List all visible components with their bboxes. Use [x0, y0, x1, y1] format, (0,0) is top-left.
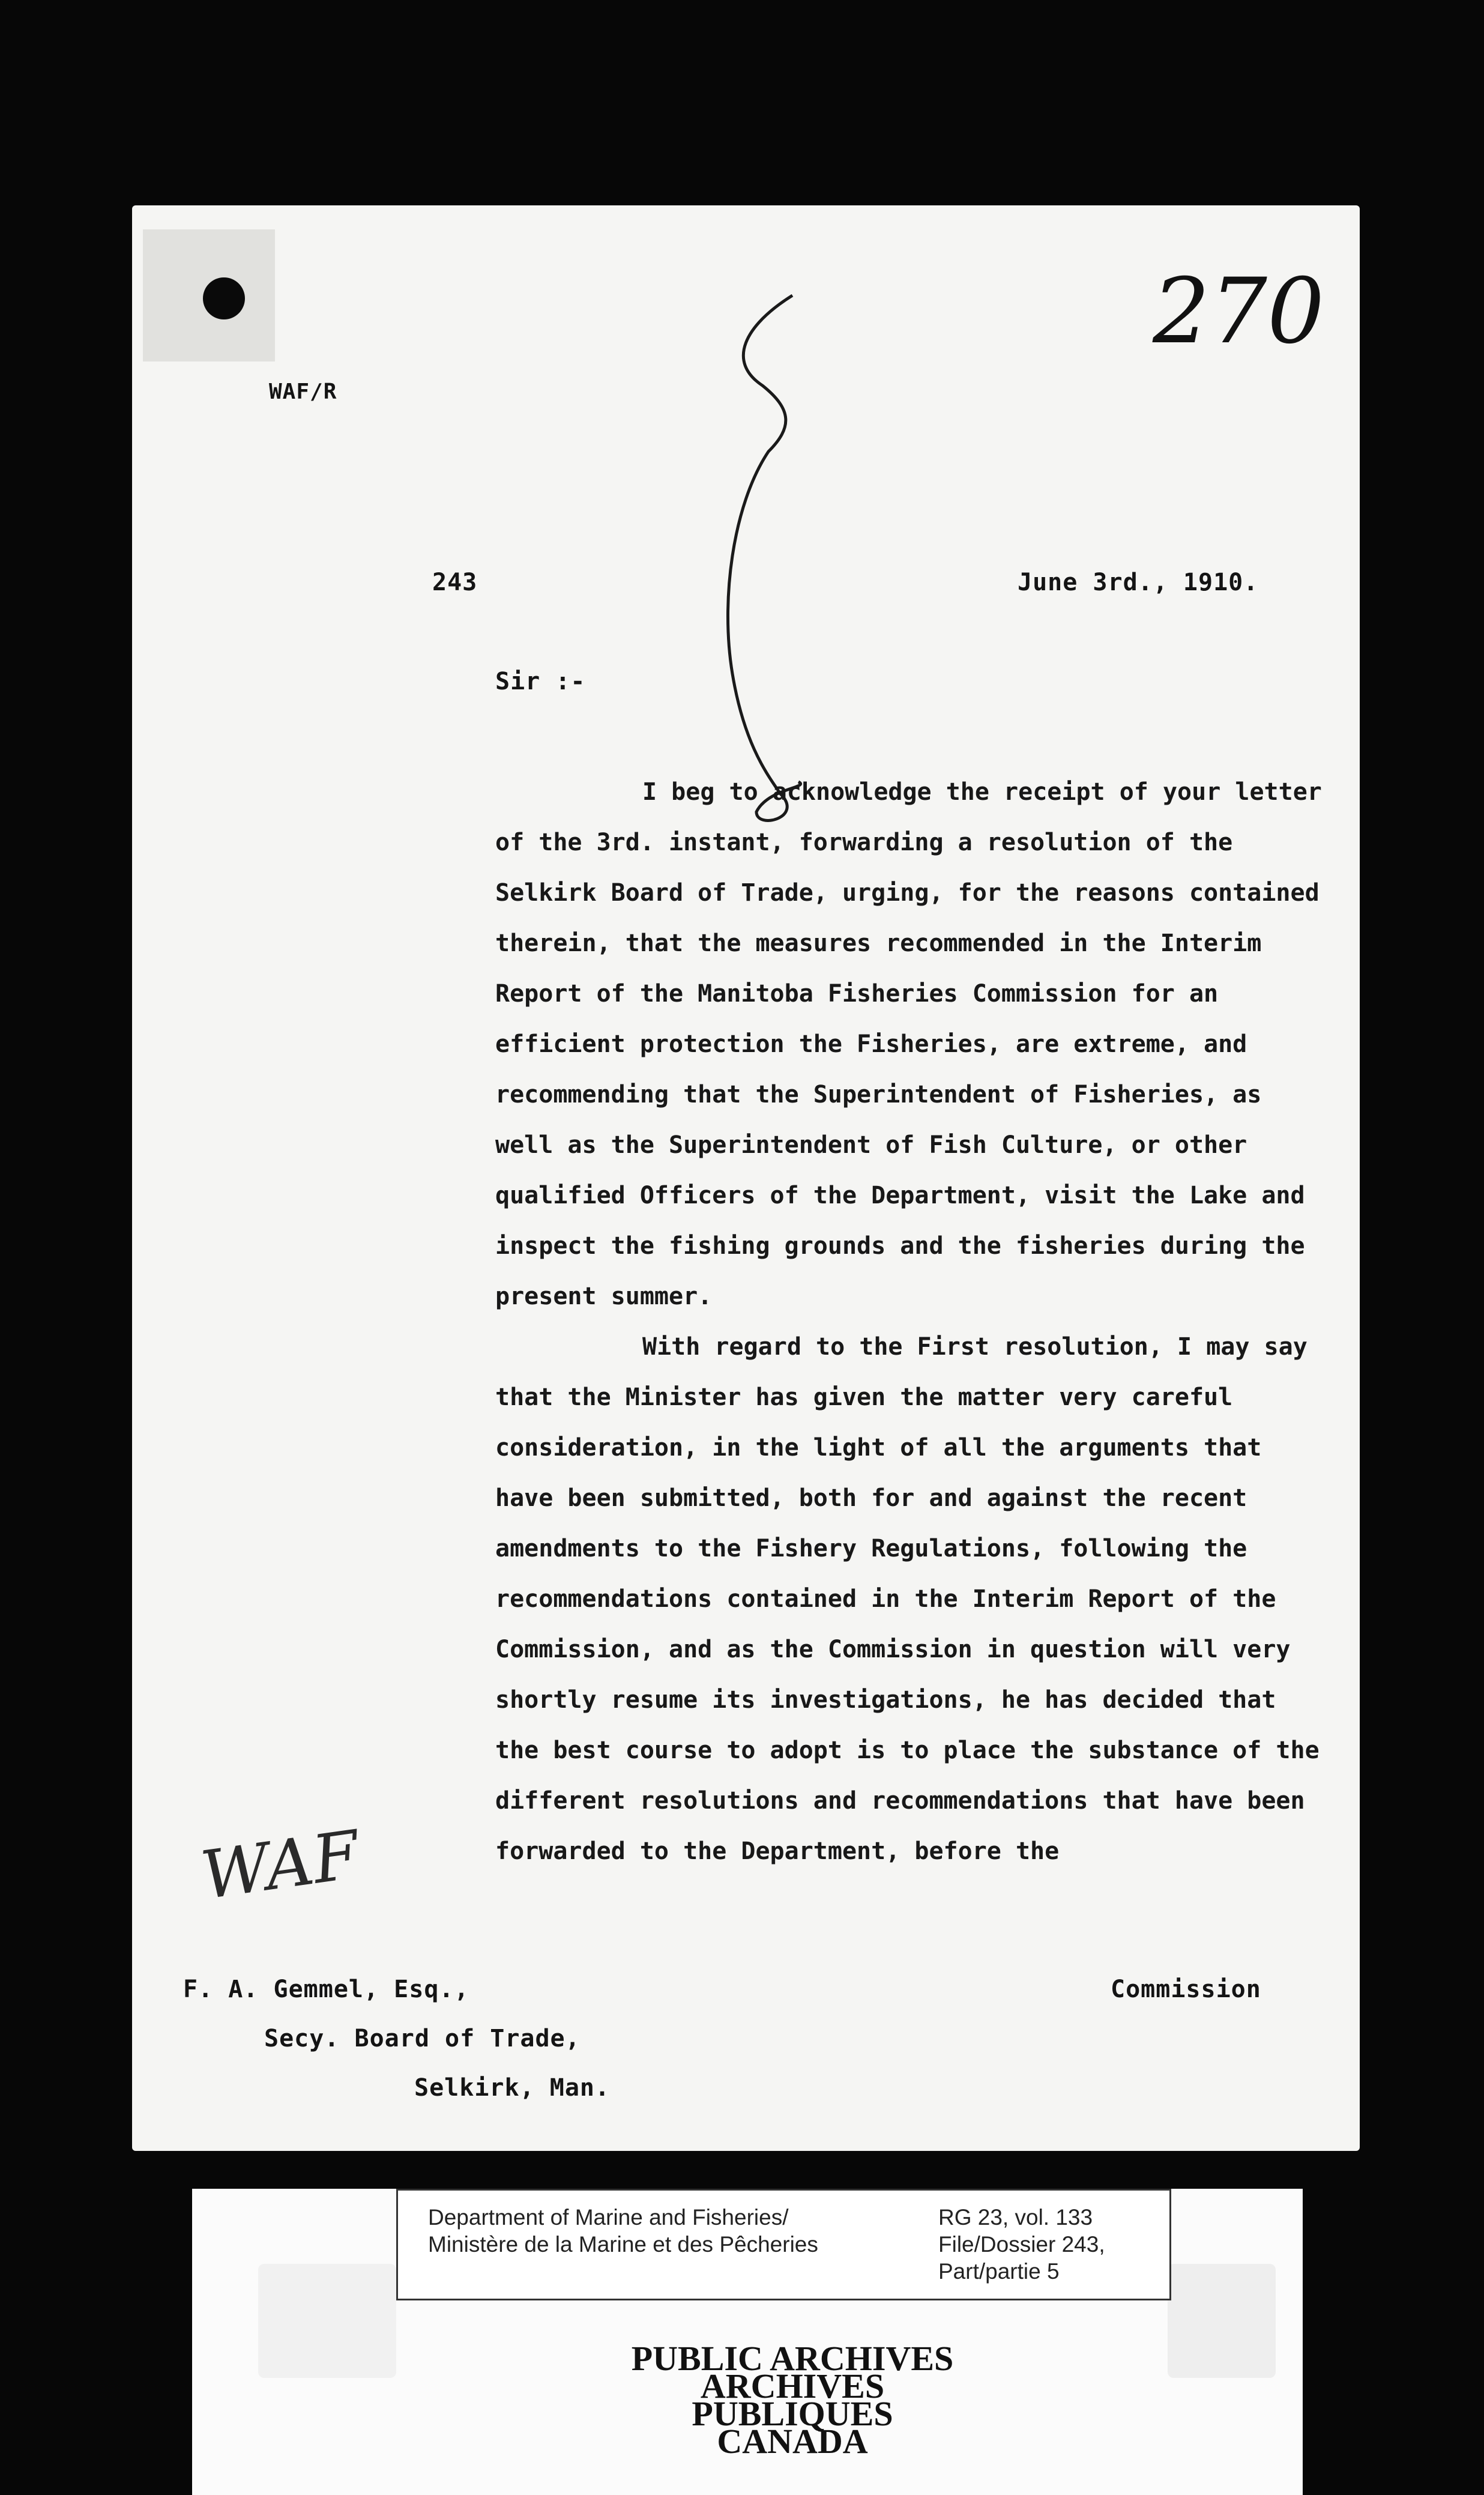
archive-reference-label: [396, 2189, 1171, 2300]
stamp-line-country: CANADA: [717, 2422, 868, 2461]
tape-tab-left: [258, 2264, 396, 2378]
addressee-name: F. A. Gemmel, Esq.,: [183, 1976, 469, 2003]
addressee-title: Secy. Board of Trade,: [264, 2025, 581, 2052]
addressee-location: Selkirk, Man.: [414, 2074, 611, 2102]
reference-part: Part/partie 5: [938, 2259, 1060, 2284]
paragraph-acknowledgement: I beg to acknowledge the receipt of your letter of the 3rd. instant, forwarding a resolution of the Selkirk Board of Trade, urging, for the reasons contained therein, that the measures recommended in the Interim Report of the Manitoba Fisheries Commission for an efficient protection the Fisheries, are extreme, and recommending that the Superintendent of Fisheries, as well as the Superintendent of Fish Culture, or other qualified Officers of the Department, visit the Lake and inspect the fishing grounds and the fisheries during the present summer.: [495, 778, 1322, 1310]
stamp-line-french: ARCHIVES PUBLIQUES: [692, 2366, 893, 2433]
letter-page: [132, 205, 1360, 2151]
handwritten-initials: WAF: [196, 1816, 364, 1914]
continuation-word: Commission: [1111, 1976, 1261, 2003]
reference-file: File/Dossier 243,: [938, 2232, 1105, 2257]
stamp-line-english: PUBLIC ARCHIVES: [631, 2339, 954, 2378]
letter-body: [495, 767, 1330, 1877]
file-number: 243: [432, 569, 478, 596]
punch-hole: [203, 277, 245, 319]
tape-tab-right: [1168, 2264, 1276, 2378]
reference-volume: RG 23, vol. 133: [938, 2205, 1093, 2230]
paragraph-first-resolution: With regard to the First resolution, I may say that the Minister has given the matter very careful consideration, in the light of all the arguments that have been submitted, both for and against the recent amendments to the Fishery Regulations, following the recommendations contained in the Interim Report of the Commission, and as the Commission in question will very shortly resume its investigations, he has decided that the best course to adopt is to place the substance of the different resolutions and recommendations that have been forwarded to the Department, before the: [495, 1333, 1320, 1865]
letter-date: June 3rd., 1910.: [1018, 569, 1259, 596]
typist-initials: WAF/R: [269, 380, 337, 404]
department-english: Department of Marine and Fisheries/: [428, 2205, 789, 2230]
archives-stamp: [600, 2339, 985, 2461]
salutation: Sir :-: [495, 668, 586, 695]
department-french: Ministère de la Marine et des Pêcheries: [428, 2232, 818, 2257]
handwritten-page-number: 270: [1153, 259, 1325, 364]
